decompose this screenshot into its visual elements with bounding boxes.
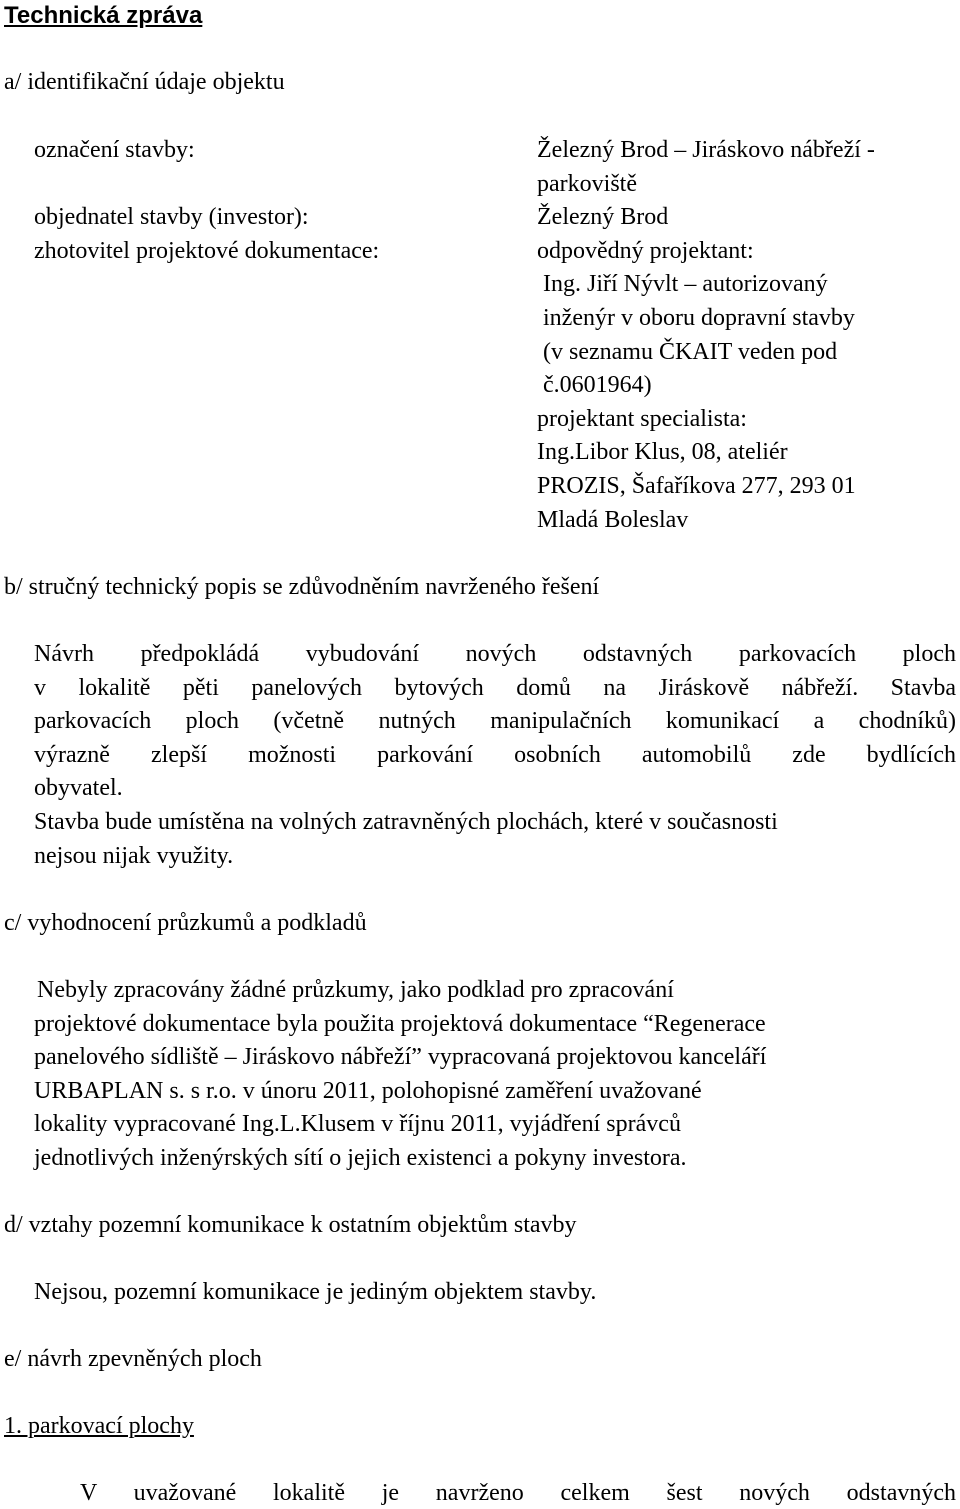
value-line: (v seznamu ČKAIT veden pod [543,339,838,365]
label-zhotovitel: zhotovitel projektové dokumentace: [34,238,380,264]
section-a-heading: a/ identifikační údaje objektu [4,69,285,95]
paragraph-line: Nebyly zpracovány žádné průzkumy, jako podklad pro zpracování [37,977,674,1003]
value-line: Železný Brod – Jiráskovo nábřeží - [537,137,875,163]
paragraph-line: jednotlivých inženýrských sítí o jejich existenci a pokyny investora. [34,1145,687,1171]
paragraph-line: URBAPLAN s. s r.o. v únoru 2011, polohopisné zaměření uvažované [34,1078,702,1104]
section-b-heading: b/ stručný technický popis se zdůvodněním navrženého řešení [4,574,600,600]
paragraph-line: Nejsou, pozemní komunikace je jediným objektem stavby. [34,1279,597,1305]
document-title: Technická zpráva [4,2,203,29]
value-line: č.0601964) [543,372,652,398]
value-line: projektant specialista: [537,406,747,432]
paragraph-line: parkovacích ploch (včetně nutných manipulačních komunikací a chodníků) [34,708,956,734]
value-line: PROZIS, Šafaříkova 277, 293 01 [537,473,856,499]
paragraph-line: obyvatel. [34,775,123,801]
section-d-heading: d/ vztahy pozemní komunikace k ostatním objektům stavby [4,1212,577,1238]
subsection-heading: 1. parkovací plochy [4,1413,194,1439]
value-line: Ing.Libor Klus, 08, ateliér [537,439,788,465]
paragraph-line: projektové dokumentace byla použita projektová dokumentace “Regenerace [34,1011,766,1037]
paragraph-line: V uvažované lokalitě je navrženo celkem šest nových odstavných [80,1480,956,1506]
paragraph-line: nejsou nijak využity. [34,843,234,869]
paragraph-line: Stavba bude umístěna na volných zatravněných plochách, které v současnosti [34,809,778,835]
paragraph-line: lokality vypracované Ing.L.Klusem v říjnu 2011, vyjádření správců [34,1111,681,1137]
value-line: inženýr v oboru dopravní stavby [543,305,855,331]
value-line: Mladá Boleslav [537,507,689,533]
section-e-heading: e/ návrh zpevněných ploch [4,1346,262,1372]
paragraph-line: v lokalitě pěti panelových bytových domů na Jiráskově nábřeží. Stavba [34,675,956,701]
value-line: parkoviště [537,171,637,197]
label-investor: objednatel stavby (investor): [34,204,309,230]
value-line: odpovědný projektant: [537,238,754,264]
label-stavba: označení stavby: [34,137,195,163]
paragraph-line: výrazně zlepší možnosti parkování osobních automobilů zde bydlících [34,742,956,768]
section-c-heading: c/ vyhodnocení průzkumů a podkladů [4,910,367,936]
value-line: Ing. Jiří Nývlt – autorizovaný [543,271,828,297]
value-line: Železný Brod [537,204,669,230]
paragraph-line: panelového sídliště – Jiráskovo nábřeží” vypracovaná projektovou kanceláří [34,1044,767,1070]
paragraph-line: Návrh předpokládá vybudování nových odstavných parkovacích ploch [34,641,956,667]
